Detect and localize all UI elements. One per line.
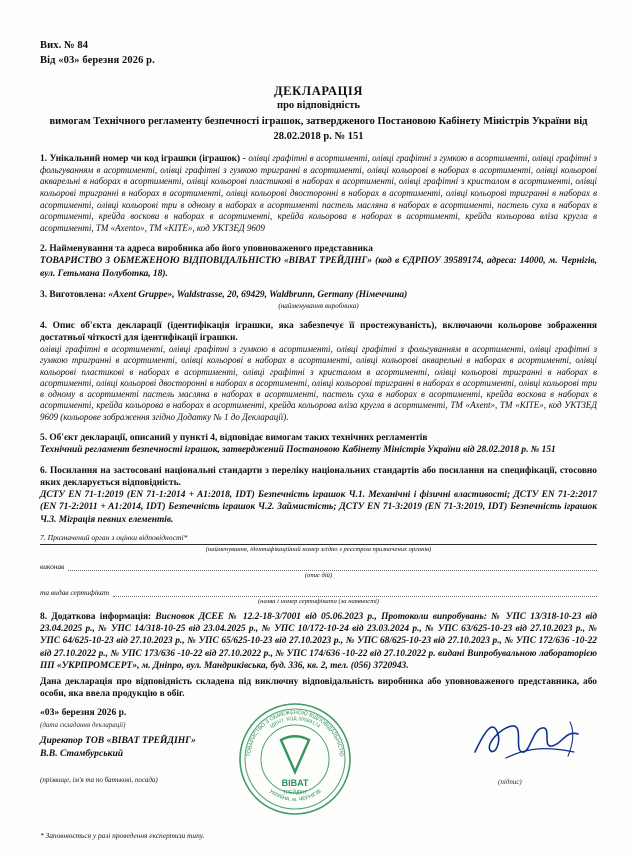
regulation-reference: вимогам Технічного регламенту безпечності іграшок, затвердженого Постановою Кабінету Міністрів України від 28.02.2018 р. № 151 [49, 116, 588, 142]
director-name: В.В. Стамбурський [40, 747, 124, 759]
section-6-head: 6. Посилання на застосовані національні стандарти з переліку національних стандартів або посилання на специфікації, стосовно яких декларується відповідність. [40, 466, 597, 489]
footnote: * Заповнюється у разі проведення експертизи типу. [40, 831, 205, 840]
document-date: Від «03» березня 2026 р. [40, 55, 155, 67]
section-4-head: 4. Опис об'єкта декларації (ідентифікація іграшки, яка забезпечує її простежуваність), включаючи кольорове зображення достатньої чіткості для ідентифікації іграшки. [40, 321, 597, 344]
section-7 [40, 533, 597, 605]
svg-text:ТОВАРИСТВО З ОБМЕЖЕНОЮ ВІДПОВІ: ТОВАРИСТВО З ОБМЕЖЕНОЮ ВІДПОВІДАЛЬНІСТЮ [246, 709, 345, 757]
section-8-body: Висновок ДСЕЕ № 12.2-18-3/7001 від 05.06.2023 р., Протоколи випробувань: № УПС 13/318-10-23 від 23.04.2025 р., № УПС 14/318-10-25 від 23.04.2025 р., № УПС 10/172-10-24 від 23.03.2024 р., № УПС 63/625-10-23 від 27.10.2023 р., № УПС 64/625-10-23 від 27.10.2023 р., № УПС 65/625-10-23 від 27.10.2023 р., № УПС 68/625-10-23 від 27.10.2023 р., № УПС 172/636 -10-22 від 27.10.2022 р., № УПС 173/636 -10-22 від 27.10.2022 р., № УПС 174/636 -10-22 від 27.10.2022 р. видані Випробувальною лабораторією ПП «УКРПРОМСЕРТ», м. Дніпро, вул. Мандриківська, буд. 336, кв. 2, тел. (056) 3720943. [40, 611, 598, 671]
section-8 [40, 611, 597, 672]
page-subtitle: про відповідність [277, 100, 360, 112]
section-3-head: 3. Виготовлена: [40, 289, 107, 300]
title-block [40, 84, 597, 143]
section-1-head: 1. Унікальний номер чи код іграшки (іграшок) - [40, 153, 246, 164]
director-caption: (прізвище, ім'я та по батькові, посада) [40, 776, 158, 784]
section-7-field-2-line [113, 596, 597, 597]
section-2-head: 2. Найменування та адреса виробника або його уповноваженого представника [40, 244, 373, 255]
svg-text:BIBAT: BIBAT [281, 778, 309, 788]
section-1 [40, 153, 597, 235]
section-7-field-1-caption: (опис дій) [304, 571, 333, 579]
section-6 [40, 465, 597, 526]
section-7-caption: (найменування, ідентифікаційний номер згідно з реєстром призначених органів) [205, 545, 432, 553]
section-4 [40, 320, 597, 423]
page-title: ДЕКЛАРАЦІЯ [273, 84, 364, 99]
section-5-head: 5. Об'єкт декларації, описаний у пункті 4, відповідає вимогам таких технічних регламентів [40, 432, 428, 443]
svg-text:УКРАЇНА, м. ЧЕРНІГІВ: УКРАЇНА, м. ЧЕРНІГІВ [267, 788, 323, 804]
svg-text:ТРЕЙДІНГ: ТРЕЙДІНГ [282, 790, 308, 796]
signing-date: «03» березня 2026 р. [40, 707, 127, 718]
section-8-head: 8. Додаткова інформація: [40, 611, 152, 622]
handwritten-signature [470, 712, 590, 772]
signature-caption: (підпис) [498, 778, 522, 786]
section-6-body: ДСТУ EN 71-1:2019 (EN 71-1:2014 + A1:2018, IDT) Безпечність іграшок Ч.1. Механічні і фізичні властивості; ДСТУ EN 71-2:2017 (EN 71-2:2011 + A1:2014, IDT) Безпечність іграшок Ч.2. Займистість; ДСТУ EN 71-3:2019 (EN 71-3:2019, IDT) Безпечність іграшок Ч.3. Міграція певних елементів. [40, 490, 597, 525]
section-7-rule-1 [40, 544, 597, 545]
section-5-body: Технічний регламент безпечності іграшок, затверджений Постановою Кабінету Міністрів України від 28.02.2018 р. № 151 [40, 444, 556, 455]
section-3-caption: (найменування виробника) [278, 302, 359, 311]
section-1-body: олівці графітні в асортименті, олівці графітні з гумкою в асортименті, олівці графітні з фольгуванням в асортименті, олівці графітні з гумкою тригранні в асортименті, олівці кольорові в наборах в асортименті, олівці кольорові акварельні в наборах в асортименті, олівці кольорові пластикові в наборах в асортименті, олівці графітні з кристалом в асортименті, олівці кольорові тригранні в наборах в асортименті, олівці кольорові двосторонні в наборах в асортименті, олівці кольорові тригранні в наборах в асортименті, олівці кольорові три в одному в наборах в асортименті пастель масляна в наборах в асортименті, пастель суха в наборах в асортименті, крейда воскова в наборах в асортименті, крейда кольорова в наборах в асортименті, крейда кольорова вліза кругла в асортименті, ТМ «Axento», ТМ «КІТЕ», код УКТЗЕД 9609 [40, 152, 597, 233]
company-seal-stamp [236, 700, 354, 818]
responsibility-statement [40, 676, 597, 700]
section-7-field-1 [40, 562, 597, 571]
section-7-head: 7. Призначений орган з оцінки відповідності* [40, 532, 188, 542]
signing-date-caption: (дата складання декларації) [40, 721, 126, 729]
section-7-field-1-label: виконав [40, 561, 65, 571]
section-2-body: ТОВАРИСТВО З ОБМЕЖЕНОЮ ВІДПОВІДАЛЬНІСТЮ «ВІВАТ ТРЕЙДІНГ» (код в ЄДРПОУ 39589174, адреса: 14000, м. Чернігів, вул. Гетьмана Полуботка, 18). [40, 256, 597, 279]
director-position: Директор ТОВ «ВІВАТ ТРЕЙДІНГ» [40, 735, 196, 746]
responsibility-text: Дана декларація про відповідність складена під виключну відповідальність виробника або уповноваженого представника, або особи, яка ввела продукцію в обіг. [40, 677, 597, 700]
section-3 [40, 289, 597, 311]
section-7-field-2-label: та видав сертифікат [40, 587, 110, 597]
section-7-field-2-caption: (назва і номер сертифіката (за наявності) [257, 597, 380, 605]
section-4-body: олівці графітні в асортименті, олівці графітні з гумкою в асортименті, олівці графітні з фольгуванням в асортименті, олівці графітні з гумкою тригранні в асортименті, олівці кольорові в наборах в асортименті, олівці кольорові акварельні в наборах в асортименті, олівці кольорові пластикові в наборах в асортименті, олівці графітні з кристалом в асортименті, олівці кольорові тригранні в наборах в асортименті, олівці кольорові двосторонні в наборах в асортименті, олівці кольорові тригранні в наборах в асортименті, олівці кольорові три в одному в асортименті пастель масляна в наборах в асортименті, пастель суха в наборах в асортименті, крейда воскова в наборах в асортименті, крейда кольорова в наборах в асортименті, крейда кольорова вліза кругла в асортименті, ТМ «Axent», ТМ «КІТЕ», код УКТЗЕД 9609 (кольорове зображення згідно Додатку № 1 до Декларації). [40, 344, 597, 422]
section-7-field-2 [40, 588, 597, 597]
section-3-body: «Axent Gruppe», Waldstrasse, 20, 69429, Waldbrunn, Germany (Німеччина) [108, 289, 408, 300]
section-7-field-1-line [68, 570, 597, 571]
section-2 [40, 243, 597, 279]
section-5 [40, 432, 597, 456]
outgoing-number: Вих. № 84 [40, 40, 89, 51]
svg-text:ІДЕНТ. КОД 39589174: ІДЕНТ. КОД 39589174 [269, 715, 321, 730]
director-block [40, 735, 196, 761]
